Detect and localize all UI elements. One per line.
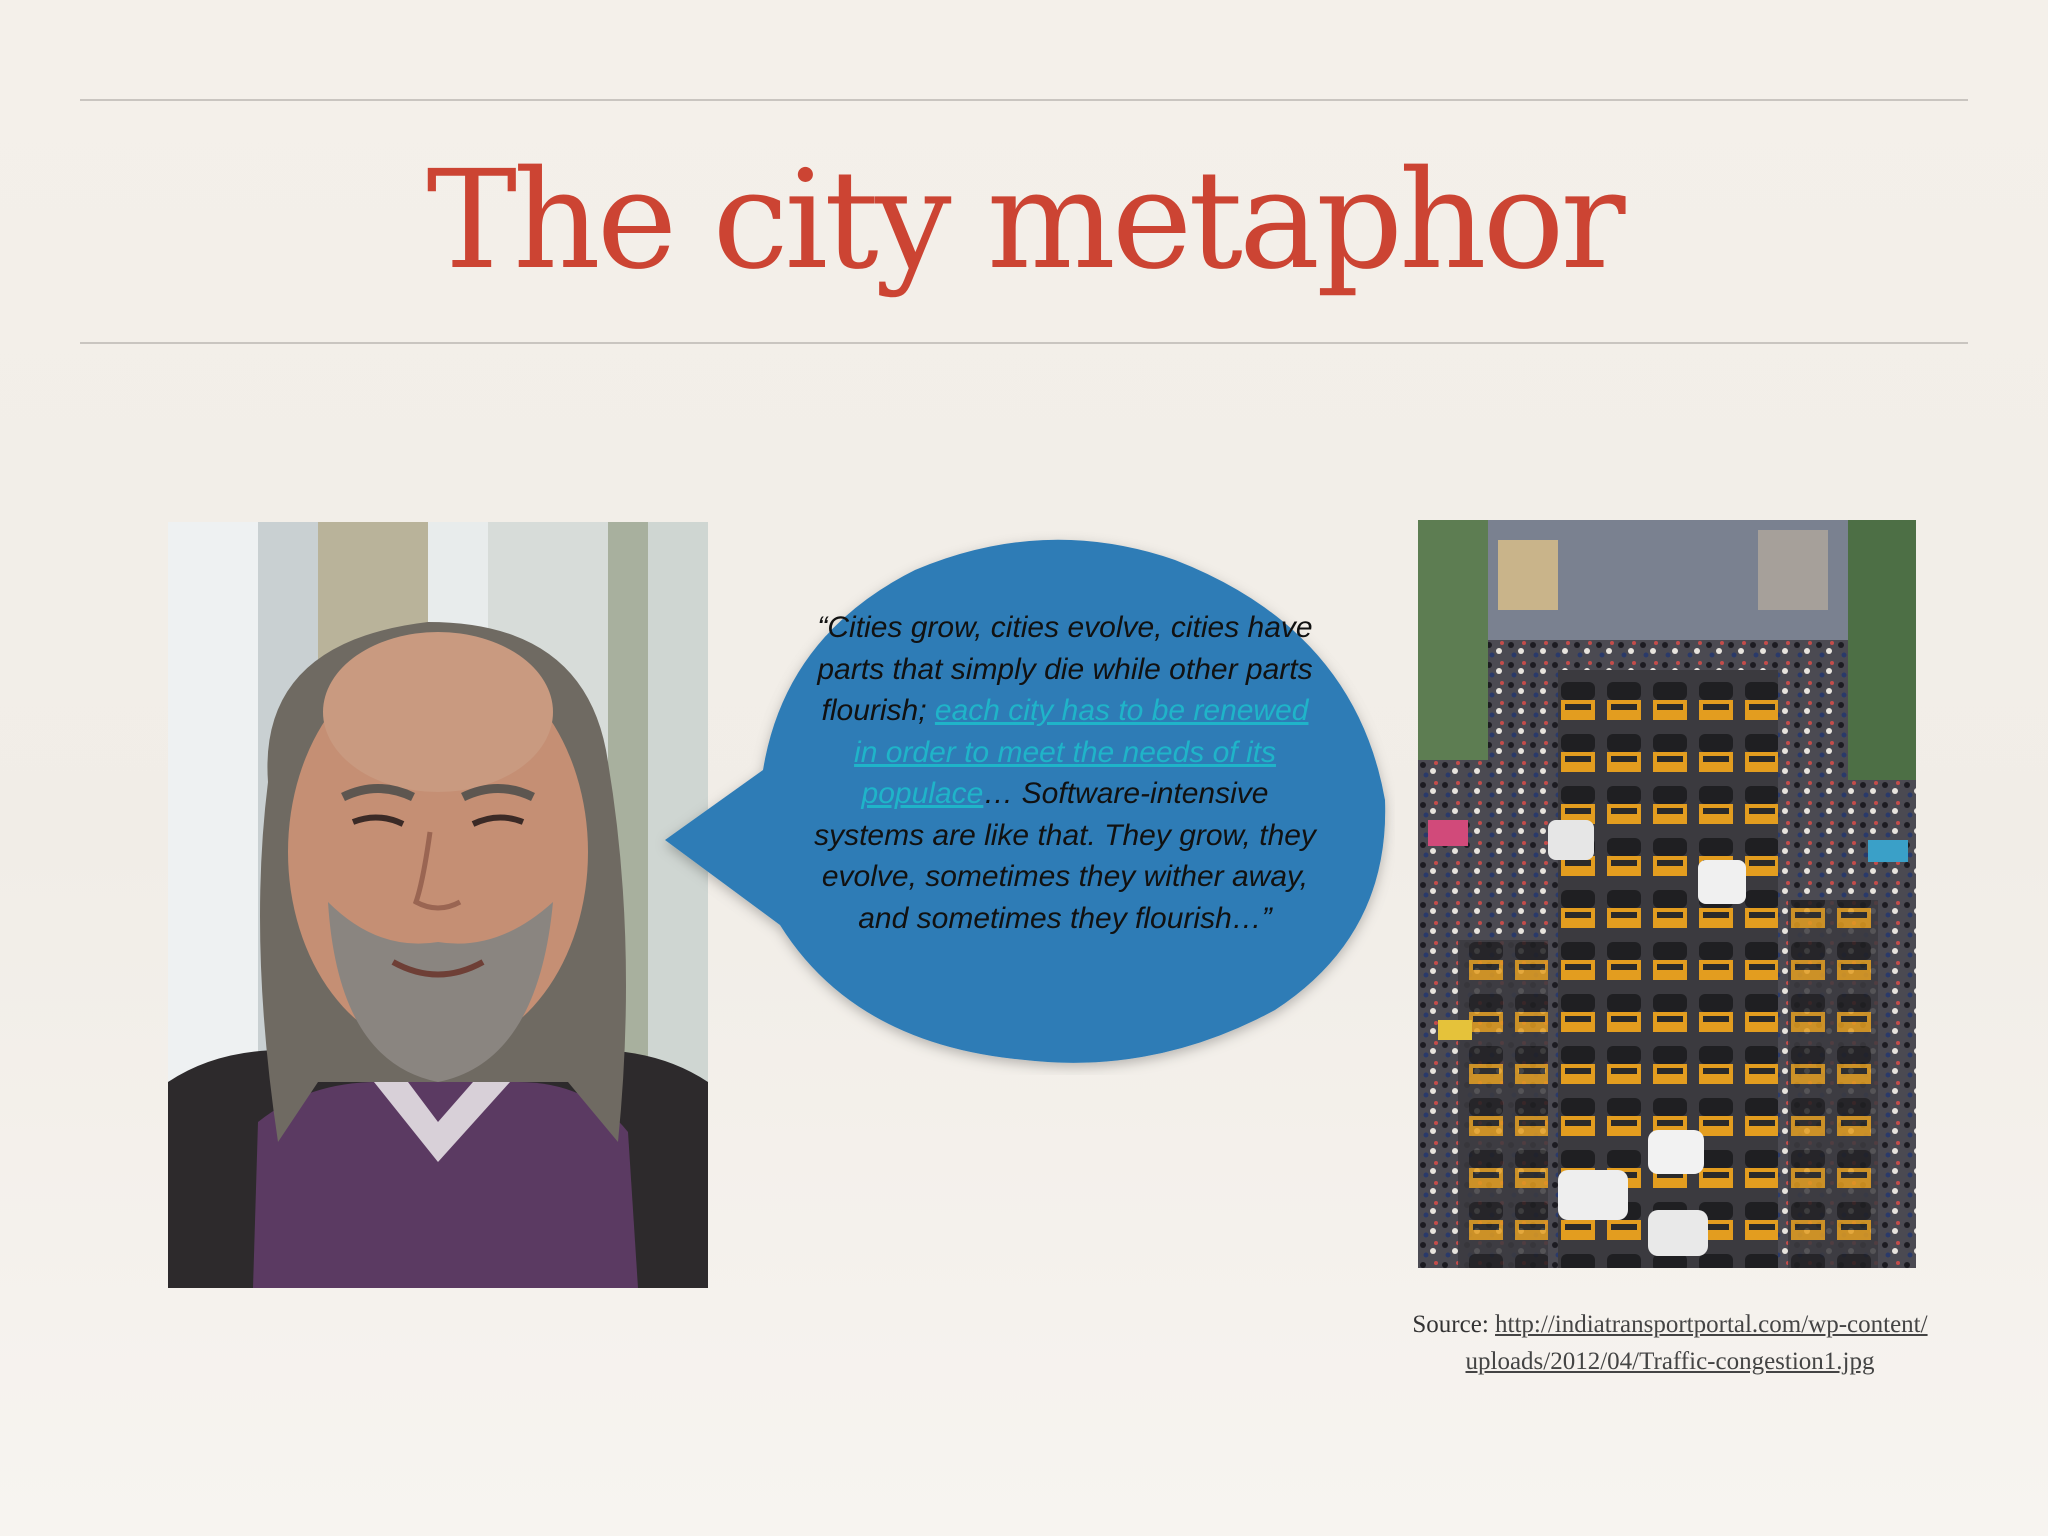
quote-text (810, 607, 1320, 939)
source-link-line-1[interactable]: http://indiatransportportal.com/wp-content/ (1495, 1311, 1928, 1338)
slide-title: The city metaphor (426, 142, 1622, 300)
traffic-photo (1418, 520, 1916, 1268)
portrait-photo (168, 522, 708, 1288)
quote-part-2: … Software-intensive systems are like that. They grow, they evolve, sometimes they wither away, and sometimes they flourish…” (814, 777, 1316, 935)
speech-bubble (655, 515, 1395, 1075)
source-citation (1330, 1306, 2010, 1380)
bottom-divider (80, 342, 1968, 344)
quote-part-1: “Cities grow, cities evolve, cities have parts that simply die while other parts flourish; (817, 611, 1313, 727)
quote-link[interactable]: each city has to be renewed in order to meet the needs of its populace (854, 694, 1309, 810)
top-divider (80, 99, 1968, 101)
source-label: Source: (1412, 1311, 1496, 1338)
source-link-line-2[interactable]: uploads/2012/04/Traffic-congestion1.jpg (1465, 1348, 1875, 1375)
